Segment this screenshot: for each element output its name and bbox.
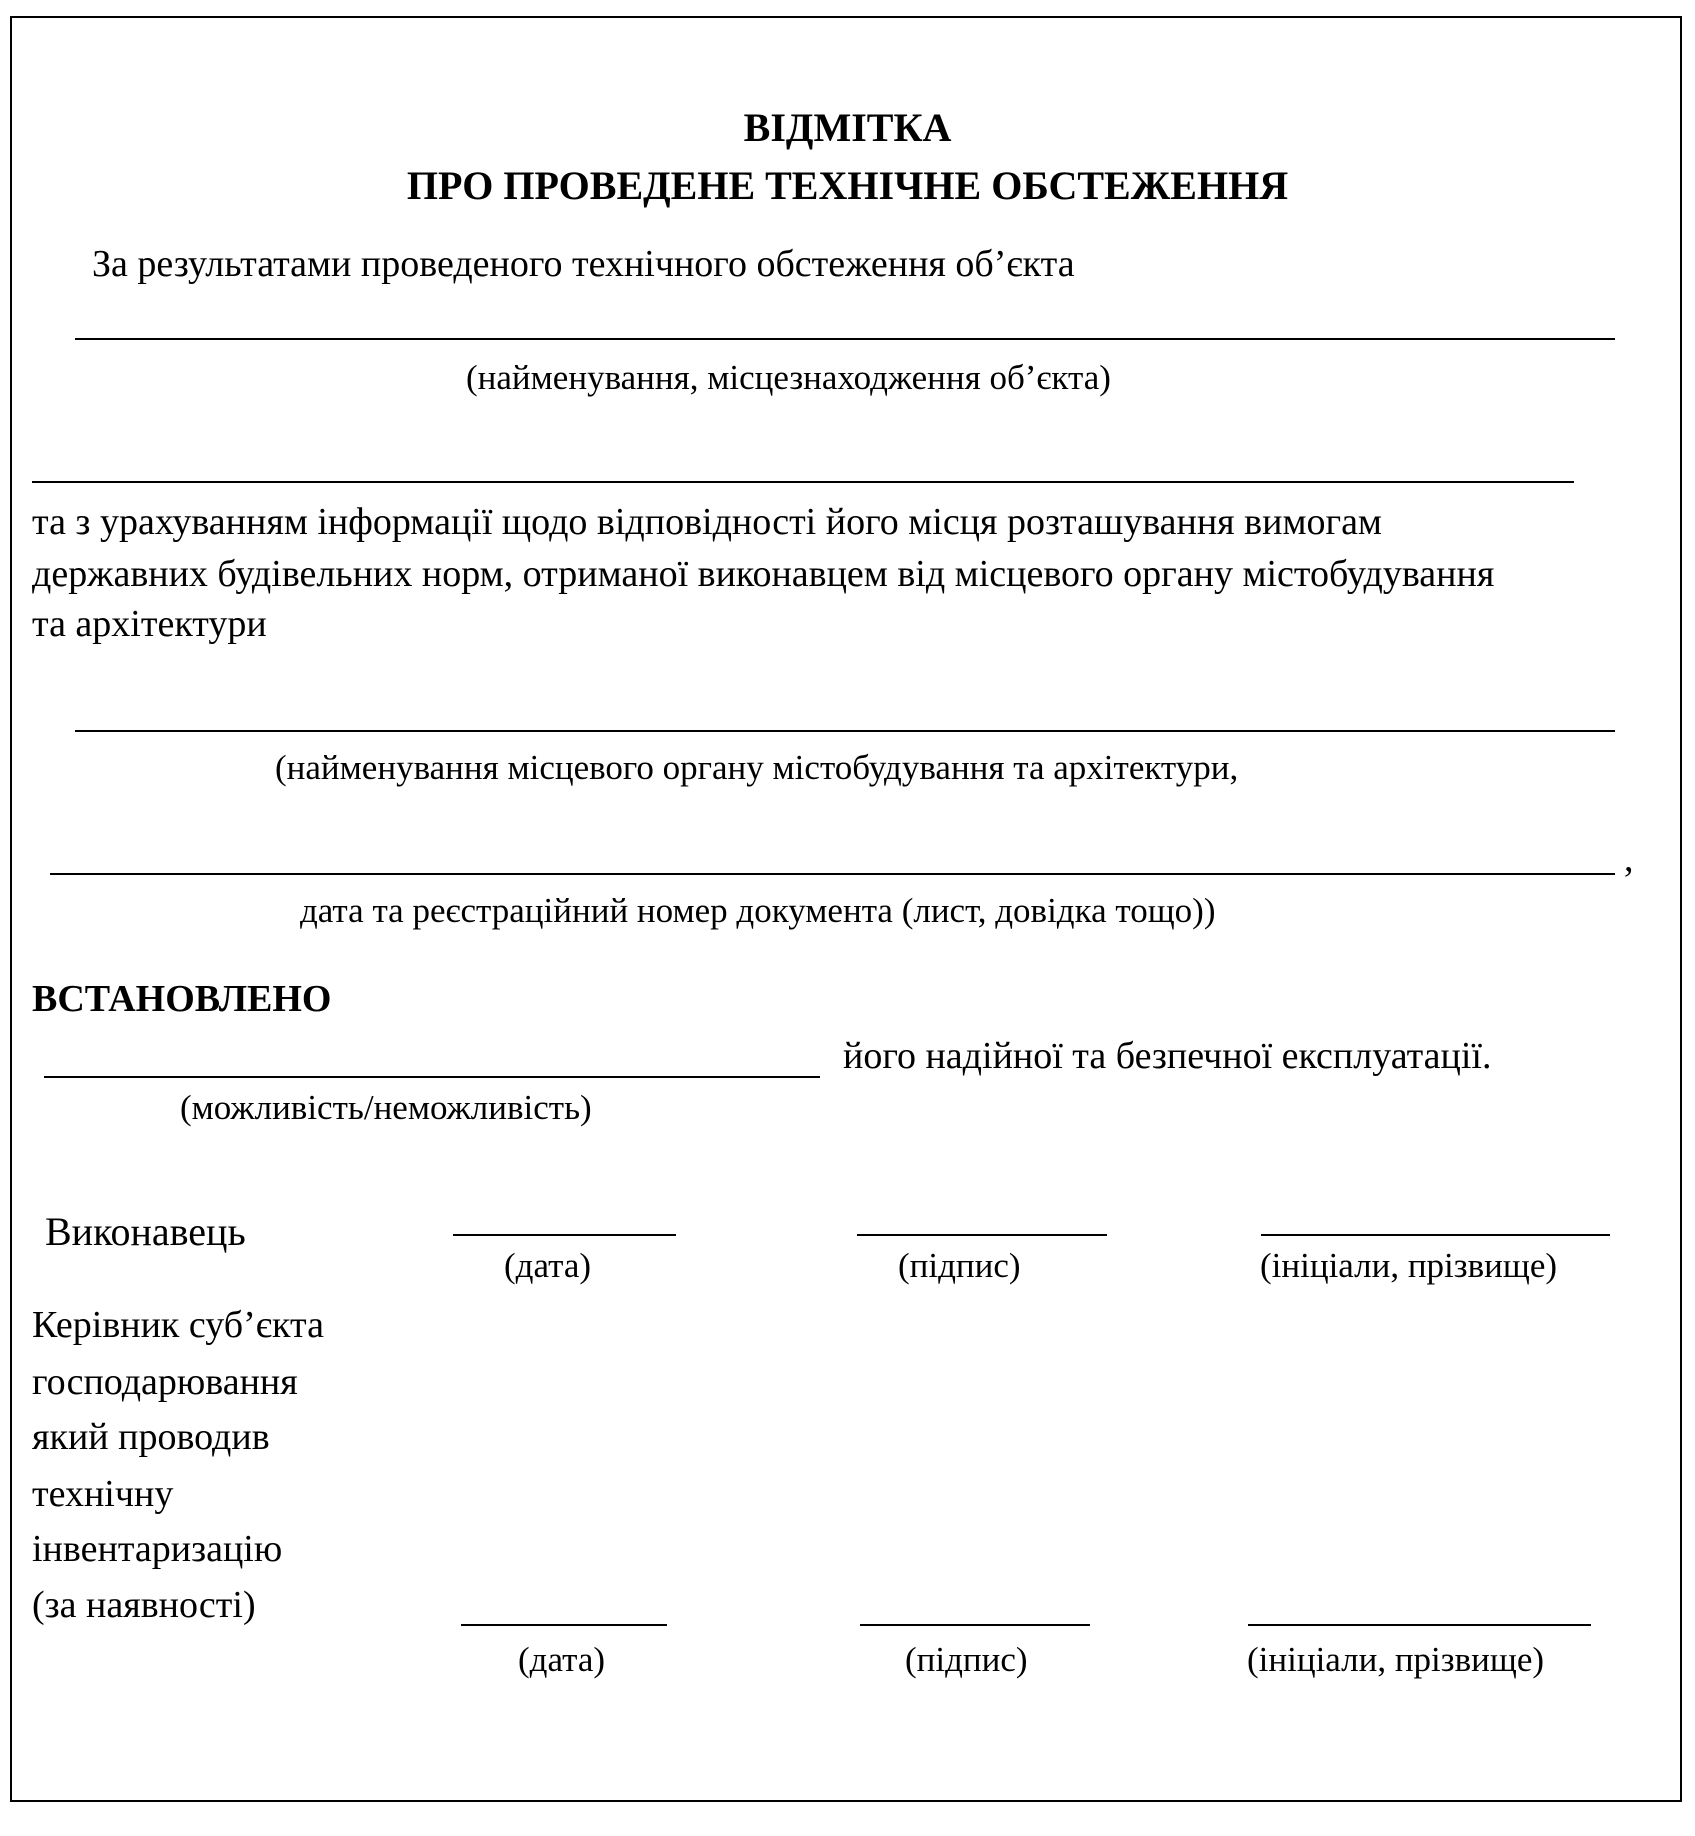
head-date-line[interactable] [461, 1624, 667, 1626]
exploitation-text: його надійної та безпечної експлуатації. [843, 1035, 1492, 1077]
info-paragraph-line: та архітектури [32, 603, 267, 645]
head-label-line: (за наявності) [32, 1584, 256, 1626]
executor-name-caption: (ініціали, прізвище) [1260, 1246, 1558, 1285]
established-label: ВСТАНОВЛЕНО [32, 978, 332, 1020]
possibility-line[interactable] [44, 1076, 820, 1078]
head-label-line: Керівник суб’єкта [32, 1304, 324, 1346]
executor-signature-line[interactable] [857, 1234, 1107, 1236]
object-name-line[interactable] [75, 338, 1615, 340]
form-subtitle: ПРО ПРОВЕДЕНЕ ТЕХНІЧНЕ ОБСТЕЖЕННЯ [406, 163, 1289, 208]
head-name-caption: (ініціали, прізвище) [1247, 1640, 1545, 1679]
document-line[interactable] [50, 873, 1615, 875]
info-paragraph-line: державних будівельних норм, отриманої виконавцем від місцевого органу містобудування [32, 553, 1495, 595]
head-name-line[interactable] [1248, 1624, 1591, 1626]
authority-caption: (найменування місцевого органу містобудування та архітектури, [275, 748, 1239, 787]
form-title: ВІДМІТКА [743, 105, 952, 150]
head-label-line: технічну [32, 1473, 174, 1515]
object-name-line-2[interactable] [32, 481, 1574, 483]
info-paragraph-line: та з урахуванням інформації щодо відповідності його місця розташування вимогам [32, 501, 1382, 543]
comma: , [1624, 838, 1634, 880]
executor-label: Виконавець [45, 1209, 246, 1254]
head-date-caption: (дата) [518, 1640, 606, 1679]
object-caption: (найменування, місцезнаходження об’єкта) [466, 358, 1111, 397]
authority-name-line[interactable] [75, 730, 1615, 732]
head-signature-line[interactable] [860, 1624, 1090, 1626]
head-label-line: господарювання [32, 1361, 298, 1403]
intro-text: За результатами проведеного технічного обстеження об’єкта [92, 243, 1075, 285]
document-caption: дата та реєстраційний номер документа (лист, довідка тощо)) [300, 891, 1216, 930]
executor-name-line[interactable] [1261, 1234, 1610, 1236]
executor-date-caption: (дата) [504, 1246, 592, 1285]
head-label-line: який проводив [32, 1416, 270, 1458]
head-label-line: інвентаризацію [32, 1528, 283, 1570]
head-signature-caption: (підпис) [905, 1640, 1028, 1679]
executor-date-line[interactable] [453, 1234, 676, 1236]
possibility-caption: (можливість/неможливість) [180, 1088, 592, 1127]
executor-signature-caption: (підпис) [898, 1246, 1021, 1285]
